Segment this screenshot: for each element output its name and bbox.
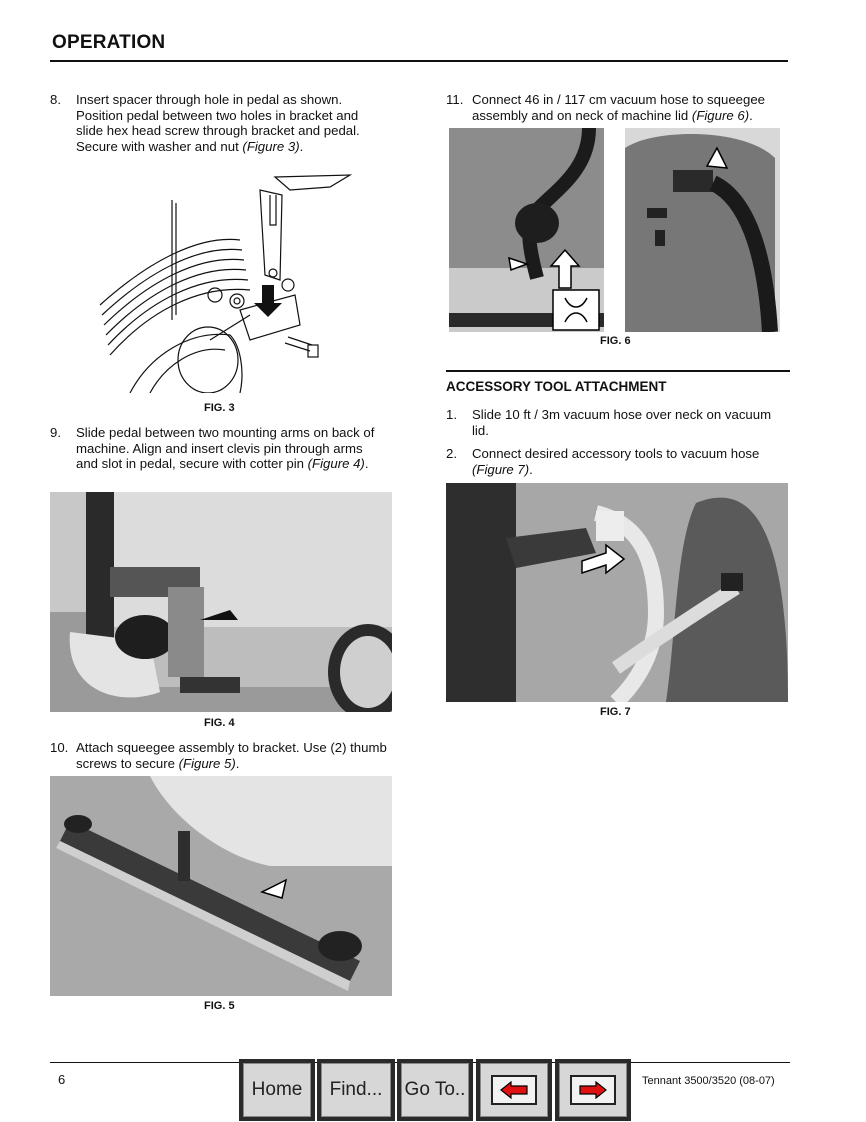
figure-caption: FIG. 4 xyxy=(204,717,235,729)
previous-page-button[interactable] xyxy=(476,1059,552,1121)
step-text: Slide 10 ft / 3m vacuum hose over neck on vacuum lid. xyxy=(472,407,772,438)
figure-5-photo xyxy=(50,776,392,996)
section-heading: ACCESSORY TOOL ATTACHMENT xyxy=(446,379,667,394)
figure-6-photo-left xyxy=(449,128,604,332)
step-text: Connect desired accessory tools to vacuum hose (Figure 7). xyxy=(472,446,760,477)
page-number: 6 xyxy=(58,1072,66,1087)
goto-button[interactable] xyxy=(397,1059,473,1121)
figure-6-photo-right xyxy=(625,128,780,332)
figure-caption: FIG. 3 xyxy=(204,402,235,414)
figure-ref: (Figure 3) xyxy=(242,138,300,154)
step-number: 1. xyxy=(446,407,457,422)
left-arrow-icon xyxy=(491,1075,537,1105)
next-page-button[interactable] xyxy=(555,1059,631,1121)
document-id: Tennant 3500/3520 (08-07) xyxy=(642,1075,775,1087)
step-number: 11. xyxy=(446,92,464,107)
find-button[interactable] xyxy=(317,1059,395,1121)
step-text: Connect 46 in / 117 cm vacuum hose to squeegee assembly and on neck of machine lid (Figure 6). xyxy=(472,92,765,123)
step-text: Attach squeegee assembly to bracket. Use (2) thumb screws to secure (Figure 5). xyxy=(76,740,387,771)
figure-caption: FIG. 7 xyxy=(600,706,631,718)
step-text: Insert spacer through hole in pedal as shown. Position pedal between two holes in bracket and slide hex head screw through bracket and pedal. Secure with washer and nut (Figure 3). xyxy=(76,92,360,154)
header-rule xyxy=(50,60,788,62)
figure-caption: FIG. 5 xyxy=(204,1000,235,1012)
step-text: Slide pedal between two mounting arms on back of machine. Align and insert clevis pin through arms and slot in pedal, secure with cotter pin (Figure 4). xyxy=(76,425,375,472)
step-9 xyxy=(50,425,390,489)
step-11 xyxy=(446,92,791,126)
step-number: 2. xyxy=(446,446,457,461)
down-arrow-icon xyxy=(254,285,282,317)
figure-ref: (Figure 7) xyxy=(472,461,530,477)
home-button[interactable] xyxy=(239,1059,315,1121)
page-title: OPERATION xyxy=(52,32,166,53)
home-button-label: Home xyxy=(243,1063,311,1117)
figure-ref: (Figure 4) xyxy=(307,456,365,472)
figure-7-photo xyxy=(446,483,788,702)
goto-button-label: Go To.. xyxy=(401,1063,469,1117)
figure-caption: FIG. 6 xyxy=(600,335,631,347)
find-button-label: Find... xyxy=(321,1063,391,1117)
figure-3-drawing xyxy=(90,165,360,393)
section-rule xyxy=(446,370,790,372)
figure-4-photo xyxy=(50,492,392,712)
accessory-step-2 xyxy=(446,446,791,480)
step-10 xyxy=(50,740,390,774)
right-arrow-icon xyxy=(570,1075,616,1105)
figure-ref: (Figure 6) xyxy=(691,107,750,123)
figure-ref: (Figure 5) xyxy=(178,755,236,771)
step-number: 10. xyxy=(50,740,69,755)
step-number: 8. xyxy=(50,92,61,107)
step-8 xyxy=(50,92,390,156)
accessory-step-1 xyxy=(446,407,791,441)
step-number: 9. xyxy=(50,425,61,440)
